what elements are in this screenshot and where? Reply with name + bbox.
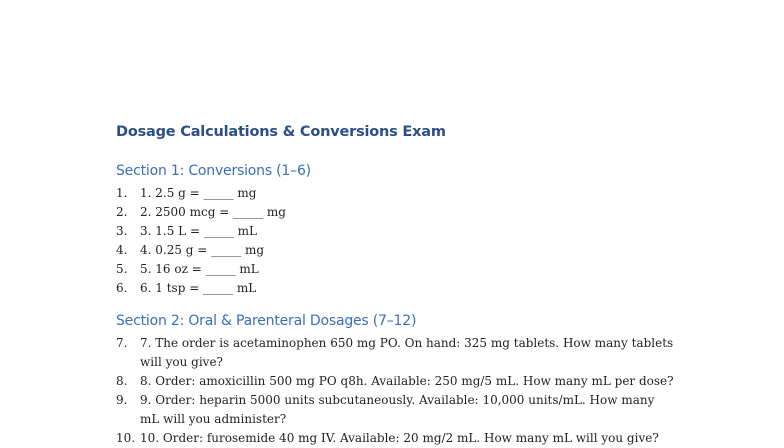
section-2-question-list [116, 334, 675, 448]
question-number: 8. [116, 374, 128, 388]
question-item [116, 184, 286, 203]
question-number: 3. [116, 224, 128, 238]
question-text: 4. 0.25 g = _____ mg [140, 243, 265, 257]
question-text: 1. 2.5 g = _____ mg [140, 186, 257, 200]
question-item [116, 372, 675, 391]
question-text: 2. 2500 mcg = _____ mg [140, 205, 286, 219]
question-number: 10. [116, 431, 136, 445]
question-item [116, 222, 286, 241]
question-text: 10. Order: furosemide 40 mg IV. Available: 20 mg/2 mL. How many mL will you give? [140, 431, 659, 445]
question-number: 6. [116, 281, 128, 295]
section-2-heading: Section 2: Oral & Parenteral Dosages (7–12) [116, 313, 417, 329]
question-item [116, 260, 286, 279]
question-item [116, 391, 675, 429]
question-number: 5. [116, 262, 128, 276]
question-item [116, 334, 675, 372]
question-item [116, 279, 286, 298]
question-number: 4. [116, 243, 128, 257]
question-text: 5. 16 oz = _____ mL [140, 262, 259, 276]
question-item [116, 203, 286, 222]
question-number: 7. [116, 336, 128, 350]
question-text: 6. 1 tsp = _____ mL [140, 281, 257, 295]
document-title: Dosage Calculations & Conversions Exam [116, 124, 446, 140]
section-1-question-list [116, 184, 286, 298]
question-number: 2. [116, 205, 128, 219]
question-number: 1. [116, 186, 128, 200]
question-item [116, 429, 675, 448]
question-number: 9. [116, 393, 128, 407]
section-1-heading: Section 1: Conversions (1–6) [116, 163, 311, 179]
question-item [116, 241, 286, 260]
question-text: 8. Order: amoxicillin 500 mg PO q8h. Available: 250 mg/5 mL. How many mL per dose? [140, 374, 674, 388]
question-text: 9. Order: heparin 5000 units subcutaneously. Available: 10,000 units/mL. How many mL will you administer? [140, 393, 655, 426]
question-text: 7. The order is acetaminophen 650 mg PO. On hand: 325 mg tablets. How many tablets will you give? [140, 336, 674, 369]
question-text: 3. 1.5 L = _____ mL [140, 224, 257, 238]
